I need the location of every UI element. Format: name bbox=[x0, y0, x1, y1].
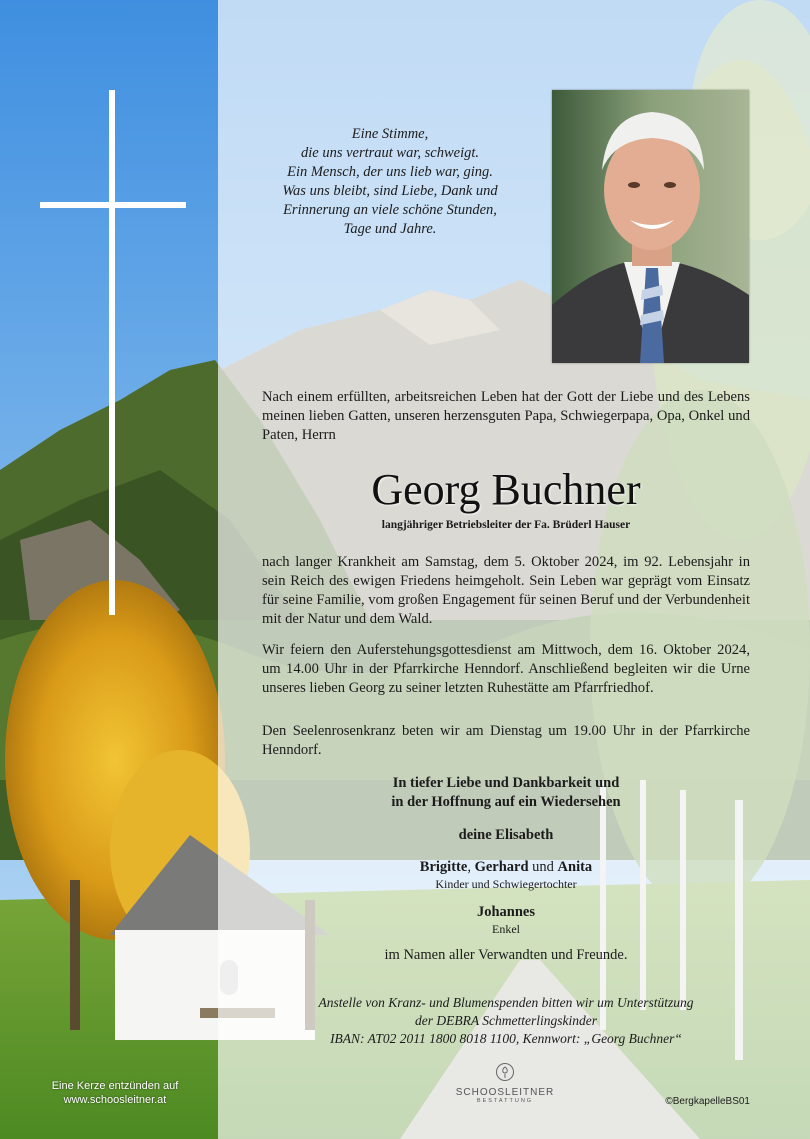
intro-paragraph: Nach einem erfüllten, arbeitsreichen Leben hat der Gott der Liebe und des Lebens meinen lieben Gatten, unseren herzensguten Papa, Schwiegerpapa, Opa, Onkel und Paten, Herrn bbox=[262, 389, 750, 443]
poem-line: Eine Stimme, bbox=[351, 126, 429, 142]
candle-text: Eine Kerze entzünden auf bbox=[51, 1080, 179, 1092]
mourner-grandchild: Johannes bbox=[476, 904, 536, 920]
mourner-children bbox=[262, 858, 750, 877]
cross-horizontal-bar bbox=[40, 202, 186, 208]
logo-subtitle: BESTATTUNG bbox=[476, 1098, 534, 1104]
funeral-home-logo bbox=[450, 1062, 560, 1104]
closing-line: In tiefer Liebe und Dankbarkeit und bbox=[392, 775, 620, 791]
poem-line: Erinnerung an viele schöne Stunden, bbox=[283, 202, 497, 218]
rose-icon bbox=[495, 1062, 515, 1082]
deceased-name: Georg Buchner bbox=[371, 465, 641, 514]
poem-line: Tage und Jahre. bbox=[343, 221, 437, 237]
grandchild-relation: Enkel bbox=[492, 922, 520, 936]
poem-line: Was uns bleibt, sind Liebe, Dank und bbox=[282, 183, 498, 199]
donation-line: IBAN: AT02 2011 1800 8018 1100, Kennwort: „Georg Buchner“ bbox=[330, 1031, 682, 1046]
logo-name: SCHOOSLEITNER bbox=[455, 1087, 555, 1098]
mourner-wife: deine Elisabeth bbox=[458, 827, 554, 843]
deceased-role: langjähriger Betriebsleiter der Fa. Brüderl Hauser bbox=[381, 519, 631, 531]
candle-url[interactable]: www.schoosleitner.at bbox=[63, 1094, 167, 1106]
children-relation: Kinder und Schwiegertochter bbox=[435, 877, 577, 891]
portrait-illustration bbox=[552, 90, 749, 363]
poem-line: Ein Mensch, der uns lieb war, ging. bbox=[287, 164, 493, 180]
poem bbox=[250, 125, 530, 239]
portrait-photo bbox=[552, 90, 749, 363]
donation-note bbox=[262, 994, 750, 1048]
donation-line: der DEBRA Schmetterlingskinder bbox=[415, 1013, 597, 1028]
child-name: Gerhard bbox=[474, 859, 529, 875]
body-paragraph-rosary: Den Seelenrosenkranz beten wir am Dienstag um 19.00 Uhr in der Pfarrkirche Henndorf. bbox=[262, 723, 750, 758]
poem-line: die uns vertraut war, schweigt. bbox=[300, 145, 480, 161]
candle-link[interactable] bbox=[20, 1079, 210, 1107]
child-name: Brigitte bbox=[419, 859, 468, 875]
copyright-note: ©BergkapelleBS01 bbox=[665, 1096, 750, 1107]
name-separator: , bbox=[467, 859, 475, 875]
body-paragraph-service: Wir feiern den Auferstehungsgottesdienst am Mittwoch, dem 16. Oktober 2024, um 14.00 Uhr in der Pfarrkirche Henndorf. Anschließend begleiten wir die Urne unseres lieben Georg zu seiner letzten Ruhestätte am Pfarrfriedhof. bbox=[262, 642, 750, 696]
mourner-others: im Namen aller Verwandten und Freunde. bbox=[384, 947, 628, 963]
name-separator: und bbox=[528, 859, 558, 875]
cross-vertical-bar bbox=[109, 90, 115, 615]
body-paragraph-passing: nach langer Krankheit am Samstag, dem 5. Oktober 2024, im 92. Lebensjahr in sein Reich des ewigen Friedens heimgeholt. Sein Leben war geprägt vom Einsatz für seine Familie, vom großen Engagement für seinen Beruf und der Verbundenheit mit der Natur und dem Wald. bbox=[262, 554, 750, 627]
donation-line: Anstelle von Kranz- und Blumenspenden bitten wir um Unterstützung bbox=[318, 995, 694, 1010]
closing-line: in der Hoffnung auf ein Wiedersehen bbox=[391, 794, 621, 810]
child-name: Anita bbox=[557, 859, 593, 875]
